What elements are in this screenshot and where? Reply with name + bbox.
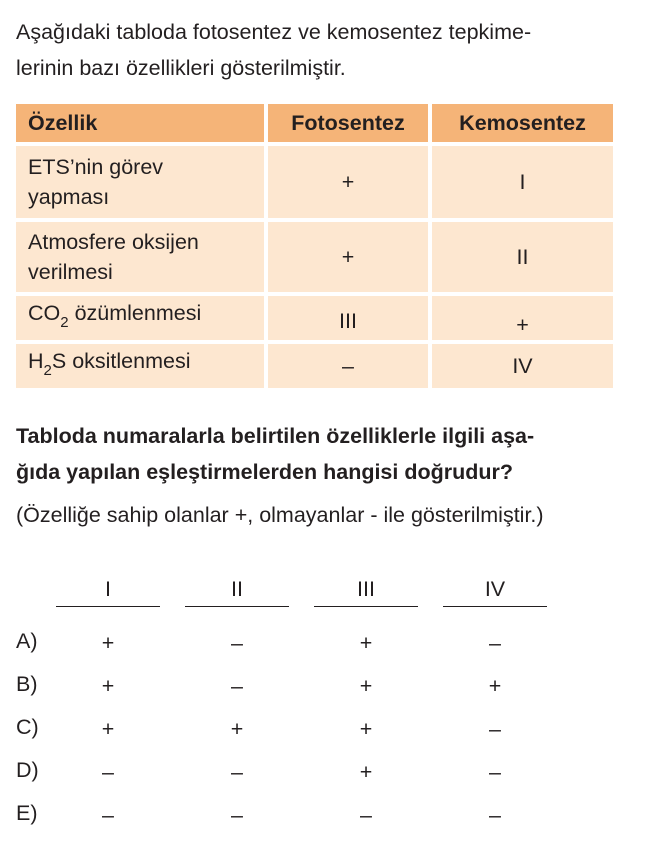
feature-text: özümlenmesi [68, 301, 202, 325]
feature-text: yapması [28, 185, 110, 209]
option-a-mark-2: – [231, 631, 243, 655]
table-row-3-feature [16, 296, 264, 340]
header-fotosentez: Fotosentez [268, 104, 428, 142]
option-e-label[interactable]: E) [16, 801, 38, 825]
feature-text: ETS’nin görev [28, 155, 164, 179]
table-row-2-kemo: II [432, 222, 613, 292]
option-b-mark-3: + [359, 674, 373, 698]
option-d-mark-3: + [359, 760, 373, 784]
option-c-mark-4: – [489, 717, 501, 741]
header-ozellik: Özellik [16, 104, 264, 142]
option-c-mark-2: + [230, 717, 244, 741]
question-text [16, 418, 646, 490]
note-text: (Özelliğe sahip olanlar +, olmayanlar - ile gösterilmiştir.) [16, 503, 544, 527]
question-line-2: ğıda yapılan eşleştirmelerden hangisi doğrudur? [16, 460, 513, 484]
subscript: 2 [43, 362, 52, 379]
feature-text: H [28, 349, 44, 373]
table-row-1-foto: + [268, 146, 428, 218]
answer-col-II: II [185, 574, 289, 607]
table-row-1-feature [16, 146, 264, 218]
subscript: 2 [60, 314, 69, 331]
option-b-mark-1: + [101, 674, 115, 698]
question-line-1: Tabloda numaralarla belirtilen özelliklerle ilgili aşa- [16, 424, 535, 448]
table-row-4-foto: – [268, 344, 428, 388]
feature-text: verilmesi [28, 260, 113, 284]
option-c-mark-3: + [359, 717, 373, 741]
table-row-2-feature [16, 222, 264, 292]
table-row-3-kemo: + [432, 296, 613, 340]
table-row-2-foto: + [268, 222, 428, 292]
answer-col-I: I [56, 574, 160, 607]
answer-col-III: III [314, 574, 418, 607]
option-d-mark-1: – [102, 760, 114, 784]
option-e-mark-4: – [489, 803, 501, 827]
feature-text: CO [28, 301, 61, 325]
table-row-4-kemo: IV [432, 344, 613, 388]
answer-col-IV: IV [443, 574, 547, 607]
option-e-mark-3: – [360, 803, 372, 827]
intro-line-2: lerinin bazı özellikleri gösterilmiştir. [16, 56, 346, 80]
intro-text [16, 14, 646, 86]
option-b-mark-4: + [488, 674, 502, 698]
option-d-mark-2: – [231, 760, 243, 784]
table-row-4-feature [16, 344, 264, 388]
properties-table [16, 104, 613, 388]
option-c-mark-1: + [101, 717, 115, 741]
option-a-mark-4: – [489, 631, 501, 655]
header-kemosentez: Kemosentez [432, 104, 613, 142]
feature-text: Atmosfere oksijen [28, 230, 199, 254]
option-d-label[interactable]: D) [16, 758, 39, 782]
option-b-mark-2: – [231, 674, 243, 698]
option-e-mark-1: – [102, 803, 114, 827]
option-a-mark-1: + [101, 631, 115, 655]
option-a-label[interactable]: A) [16, 629, 38, 653]
option-d-mark-4: – [489, 760, 501, 784]
feature-text: S oksitlenmesi [51, 349, 191, 373]
option-a-mark-3: + [359, 631, 373, 655]
intro-line-1: Aşağıdaki tabloda fotosentez ve kemosentez tepkime- [16, 20, 532, 44]
option-e-mark-2: – [231, 803, 243, 827]
table-row-1-kemo: I [432, 146, 613, 218]
table-row-3-foto: III [268, 296, 428, 340]
option-c-label[interactable]: C) [16, 715, 39, 739]
option-b-label[interactable]: B) [16, 672, 38, 696]
